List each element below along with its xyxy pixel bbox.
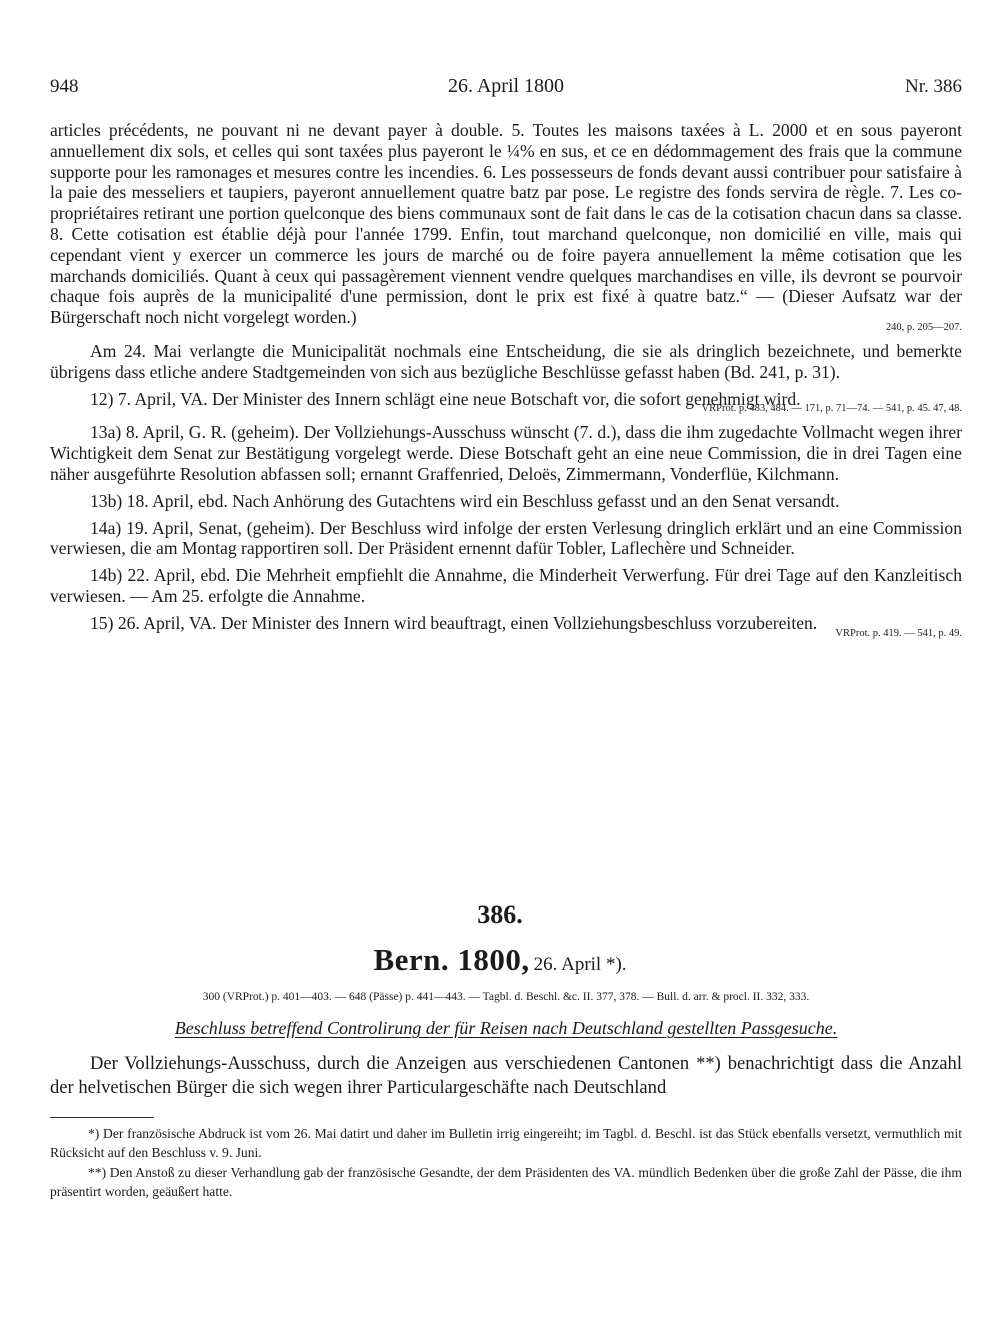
document-text: Der Vollziehungs-Ausschuss, durch die Anzeigen aus verschiedenen Cantonen **) benachrichtigt dass die Anzahl der helvetischen Bürger die sich wegen ihrer Particulargeschäfte nach Deutschland bbox=[50, 1053, 962, 1098]
paragraph: 13b) 18. April, ebd. Nach Anhörung des Gutachtens wird ein Beschluss gefasst und an den Senat versandt. bbox=[90, 490, 840, 511]
paragraph: 14a) 19. April, Senat, (geheim). Der Beschluss wird infolge der ersten Verlesung dringlich erklärt und an eine Commission verwiesen, die am Montag rapportiren soll. Der Präsident ernennt dafür Tobler, Laflechère und Schneider. bbox=[50, 517, 962, 559]
paragraph: 12) 7. April, VA. Der Minister des Innern schlägt eine neue Botschaft vor, die sofort genehmigt wird. bbox=[90, 388, 801, 409]
paragraph: Am 24. Mai verlangte die Municipalität nochmals eine Entscheidung, die sie als dringlich bezeichnete, und bemerkte übrigens dass etliche andere Stadtgemeinden von sich aus bezügliche Beschlüsse gefasst haben (Bd. 241, p. 31). bbox=[50, 340, 962, 382]
document-subject: Beschluss betreffend Controlirung der für Reisen nach Deutschland gestellten Passgesuche. bbox=[174, 1018, 838, 1038]
document-sources: 300 (VRProt.) p. 401—403. — 648 (Pässe) p. 441—443. — Tagbl. d. Beschl. &c. II. 377, 378. — Bull. d. arr. & procl. II. 332, 333. bbox=[202, 991, 810, 1003]
footnote: *) Der französische Abdruck ist vom 26. Mai datirt und daher im Bulletin irrig eingereiht; im Tagbl. d. Beschl. ist das Stück ebenfalls versetzt, vermuthlich mit Rücksicht auf den Beschluss v. 9. Juni. bbox=[50, 1126, 962, 1160]
page-number: 948 bbox=[50, 76, 79, 97]
paragraph: 15) 26. April, VA. Der Minister des Innern wird beauftragt, einen Vollziehungsbeschluss vorzubereiten. bbox=[90, 612, 818, 633]
header-date: 26. April 1800 bbox=[447, 75, 565, 97]
footnote-divider bbox=[50, 1117, 154, 1118]
source-reference: 240, p. 205—207. bbox=[885, 321, 962, 333]
paragraph: 13a) 8. April, G. R. (geheim). Der Vollziehungs-Ausschuss wünscht (7. d.), dass die ihm zugedachte Vollmacht wegen ihrer Wichtigkeit dem Senat zur Bestätigung vorgelegt werde. Diese Botschaft geht an eine neue Commission, die in drei Tagen eine näher ausgeführte Resolution abfassen soll; ernannt Graffenried, Deloës, Zimmermann, Vonderflüe, Kilchmann. bbox=[50, 422, 962, 484]
main-text bbox=[50, 120, 962, 647]
document-place-date bbox=[0, 942, 1000, 978]
document-date: 26. April *). bbox=[533, 954, 627, 975]
document-number-header: Nr. 386 bbox=[905, 76, 962, 97]
document-heading-number: 386. bbox=[477, 900, 523, 929]
place-year: Bern. 1800, bbox=[373, 942, 530, 977]
running-header bbox=[50, 76, 962, 104]
footnote: **) Den Anstoß zu dieser Verhandlung gab der französische Gesandte, der dem Präsidenten des VA. mündlich Bedenken über die große Zahl der Pässe, die ihm präsentirt worden, geäußert hatte. bbox=[50, 1165, 962, 1199]
paragraph-continued: articles précédents, ne pouvant ni ne devant payer à double. 5. Toutes les maisons taxées à L. 2000 et en sous payeront annuellement dix sols, et celles qui sont taxées plus payeront le ¼% en sus, et ce en dédommagement des frais que la commune supporte pour les ramonages et mesures contre les incendies. 6. Les possesseurs de fonds devant aussi contribuer pour satisfaire à la paie des messeliers et taupiers, payeront annuellement quatre batz par pose. Le registre des fonds servira de règle. 7. Les co-propriétaires retirant une portion quelconque des biens communaux sont de fait dans le cas de la cotisation chacun dans sa classe. 8. Cette cotisation est établie déjà pour l'année 1799. Enfin, tout marchand quelconque, non domicilié en ville, mais qui cependant vient y exercer un commerce les jours de marché ou de foire payera annuellement la même cotisation que les marchands domiciliés. Quant à ceux qui passagèrement viennent vendre quelques marchandises en ville, ils devront se pourvoir chaque fois auprès de la municipalité d'une permission, dont le prix est fixé à quatre batz.“ — (Dieser Aufsatz war der Bürgerschaft noch nicht vorgelegt worden.) bbox=[50, 120, 962, 328]
source-reference: VRProt. p. 483, 484. — 171, p. 71—74. — 541, p. 45. 47, 48. bbox=[701, 403, 962, 415]
source-reference: VRProt. p. 419. — 541, p. 49. bbox=[835, 627, 962, 639]
paragraph: 14b) 22. April, ebd. Die Mehrheit empfiehlt die Annahme, die Minderheit Verwerfung. Für drei Tage auf den Kanzleitisch verwiesen. — Am 25. erfolgte die Annahme. bbox=[50, 565, 962, 606]
